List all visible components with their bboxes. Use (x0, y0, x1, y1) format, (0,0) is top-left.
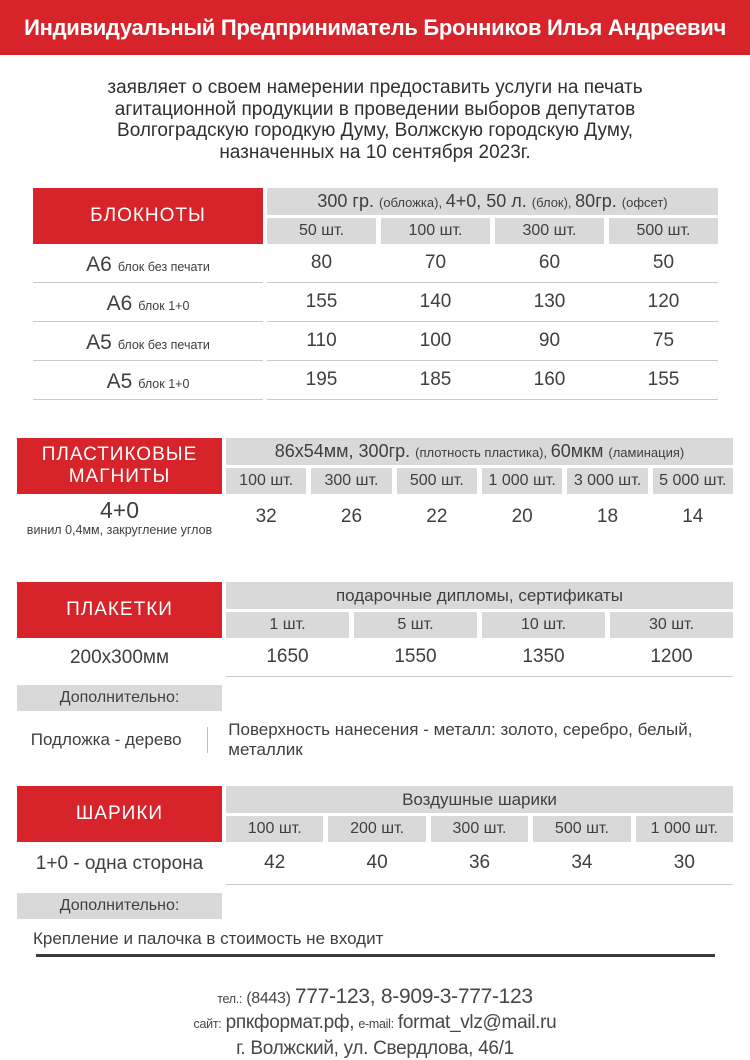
notebooks-title-label: БЛОКНОТЫ (90, 205, 206, 226)
horizontal-rule (36, 954, 715, 957)
format-label: А6 (86, 253, 112, 276)
plaques-extras-row (17, 720, 733, 760)
plaques-title-label: ПЛАКЕТКИ (66, 599, 173, 620)
notebooks-spec: 300 гр. (обложка), 4+0, 50 л. (блок), 80гр. (офсет) (267, 188, 718, 215)
table-row (33, 283, 718, 322)
row-label (33, 361, 263, 400)
balloons-note: Крепление и палочка в стоимость не входит (33, 929, 384, 948)
price-cell: 1550 (394, 646, 437, 667)
price-cell: 1350 (522, 646, 565, 667)
magnets-columns (226, 468, 733, 494)
row-label (33, 244, 263, 283)
price-cell: 80 (310, 252, 333, 273)
magnets-header (17, 438, 733, 494)
column-header: 500 шт. (609, 218, 718, 244)
price-cell: 140 (419, 291, 452, 312)
site-email-line (0, 1012, 750, 1034)
phone-numbers: 777-123, 8-909-3-777-123 (294, 985, 533, 1008)
format-sublabel: блок без печати (117, 260, 210, 274)
magnets-table (17, 438, 733, 540)
surface-option: Поверхность нанесения - металл: золото, серебро, белый, металлик (228, 720, 693, 759)
column-header: 100 шт. (226, 468, 306, 494)
price-cell: 42 (264, 852, 286, 873)
price-cell: 60 (538, 252, 561, 273)
email-value: format_vlz@mail.ru (397, 1012, 557, 1033)
magnets-spec: 86х54мм, 300гр. (плотность пластика), 60мкм (ламинация) (226, 438, 733, 465)
column-header: 3 000 шт. (567, 468, 647, 494)
phone-label: тел.: (217, 992, 243, 1006)
intro-line: заявляет о своем намерении предоставить услуги на печать (107, 77, 643, 98)
format-sublabel: блок 1+0 (138, 299, 190, 313)
price-cell: 22 (426, 506, 448, 527)
price-cell: 1650 (266, 646, 309, 667)
phone-line (0, 985, 750, 1009)
additional-label-bar (17, 893, 222, 919)
balloons-title-label: ШАРИКИ (75, 803, 164, 824)
company-banner (0, 0, 750, 55)
magnets-title (17, 438, 222, 494)
plaques-table (17, 582, 733, 760)
row-values (267, 361, 718, 400)
column-header: 500 шт. (397, 468, 477, 494)
table-row (33, 244, 718, 283)
additional-label: Дополнительно: (59, 897, 180, 914)
column-header: 50 шт. (267, 218, 376, 244)
row-label (17, 842, 222, 885)
price-cell: 185 (419, 369, 452, 390)
price-cell: 110 (306, 330, 337, 351)
balloons-header-right (226, 786, 733, 842)
notebooks-columns (267, 218, 718, 244)
intro-line: агитационной продукции в проведении выборов депутатов (114, 98, 636, 120)
table-row (17, 638, 733, 677)
price-cell: 18 (596, 506, 619, 527)
row-values (267, 322, 718, 361)
balloons-table (17, 786, 733, 957)
row-label (17, 494, 222, 540)
price-cell: 30 (673, 852, 695, 873)
table-row (17, 494, 733, 540)
price-cell: 100 (419, 330, 452, 351)
notebooks-table (33, 188, 718, 400)
column-header: 1 шт. (226, 612, 349, 638)
row-label (17, 638, 222, 677)
row-values (226, 842, 733, 885)
column-header: 30 шт. (610, 612, 733, 638)
intro-paragraph (0, 77, 750, 163)
plaques-header (17, 582, 733, 638)
site-label: сайт: (193, 1017, 222, 1031)
price-cell: 195 (305, 369, 338, 390)
intro-line: Волгоградскую городкую Думу, Волжскую городскую Думу, (117, 120, 633, 141)
row-values (226, 638, 733, 677)
plaques-columns (226, 612, 733, 638)
column-header: 300 шт. (311, 468, 391, 494)
balloons-spec: Воздушные шарики (226, 786, 733, 813)
price-cell: 70 (424, 252, 447, 273)
column-header: 300 шт. (431, 816, 528, 842)
additional-label: Дополнительно: (59, 689, 180, 706)
price-cell: 40 (366, 852, 388, 873)
column-header: 100 шт. (381, 218, 490, 244)
column-header: 500 шт. (533, 816, 630, 842)
material-sublabel: винил 0,4мм, закругление углов (26, 523, 213, 537)
format-label: А5 (106, 370, 133, 393)
price-cell: 90 (538, 330, 561, 351)
table-row (17, 842, 733, 885)
magnets-title-label: ПЛАСТИКОВЫЕ МАГНИТЫ (41, 444, 198, 487)
format-label: А6 (106, 292, 133, 315)
row-label (33, 322, 263, 361)
price-cell: 34 (571, 852, 593, 873)
balloons-title (17, 786, 222, 842)
balloons-header (17, 786, 733, 842)
price-cell: 155 (305, 291, 338, 312)
price-cell: 32 (255, 506, 277, 527)
price-cell: 20 (511, 506, 533, 527)
format-sublabel: блок 1+0 (138, 377, 190, 391)
price-cell: 26 (340, 506, 363, 527)
notebooks-header-right (267, 188, 718, 244)
column-header: 5 шт. (354, 612, 477, 638)
plaques-spec: подарочные дипломы, сертификаты (226, 582, 733, 609)
price-cell: 50 (652, 252, 675, 273)
row-values (267, 244, 718, 283)
row-values (267, 283, 718, 322)
print-type-label: 1+0 - одна сторона (35, 852, 204, 874)
price-cell: 160 (533, 369, 566, 390)
company-name: Индивидуальный Предприниматель Бронников Илья Андреевич (24, 14, 726, 40)
phone-area-code: (8443) (246, 990, 291, 1007)
column-header: 5 000 шт. (653, 468, 733, 494)
balloons-columns (226, 816, 733, 842)
price-cell: 120 (647, 291, 680, 312)
vertical-divider (207, 727, 208, 753)
email-label: e-mail: (358, 1017, 394, 1031)
intro-line: назначенных на 10 сентября 2023г. (219, 141, 531, 163)
table-row (33, 322, 718, 361)
price-cell: 75 (652, 330, 675, 351)
price-cell: 130 (533, 291, 566, 312)
base-option: Подложка - дерево (30, 730, 182, 749)
notebooks-title (33, 188, 263, 244)
magnets-header-right (226, 438, 733, 494)
print-type-label: 4+0 (99, 497, 139, 523)
row-values (226, 494, 733, 540)
price-cell: 1200 (650, 646, 693, 667)
format-sublabel: блок без печати (117, 338, 210, 352)
price-cell: 155 (647, 369, 680, 390)
column-header: 300 шт. (495, 218, 604, 244)
notebooks-header (33, 188, 718, 244)
column-header: 1 000 шт. (482, 468, 562, 494)
column-header: 100 шт. (226, 816, 323, 842)
format-label: А5 (86, 331, 112, 354)
plaques-title (17, 582, 222, 638)
contact-footer (0, 985, 750, 1060)
price-cell: 14 (682, 506, 704, 527)
plaques-header-right (226, 582, 733, 638)
additional-label-bar (17, 685, 222, 711)
site-value: рпкформат.рф, (225, 1012, 355, 1033)
row-label (33, 283, 263, 322)
column-header: 10 шт. (482, 612, 605, 638)
price-cell: 36 (468, 852, 491, 873)
address-line: г. Волжский, ул. Свердлова, 46/1 (236, 1038, 514, 1059)
table-row (33, 361, 718, 400)
column-header: 200 шт. (328, 816, 425, 842)
size-label: 200х300мм (69, 646, 170, 668)
column-header: 1 000 шт. (636, 816, 733, 842)
